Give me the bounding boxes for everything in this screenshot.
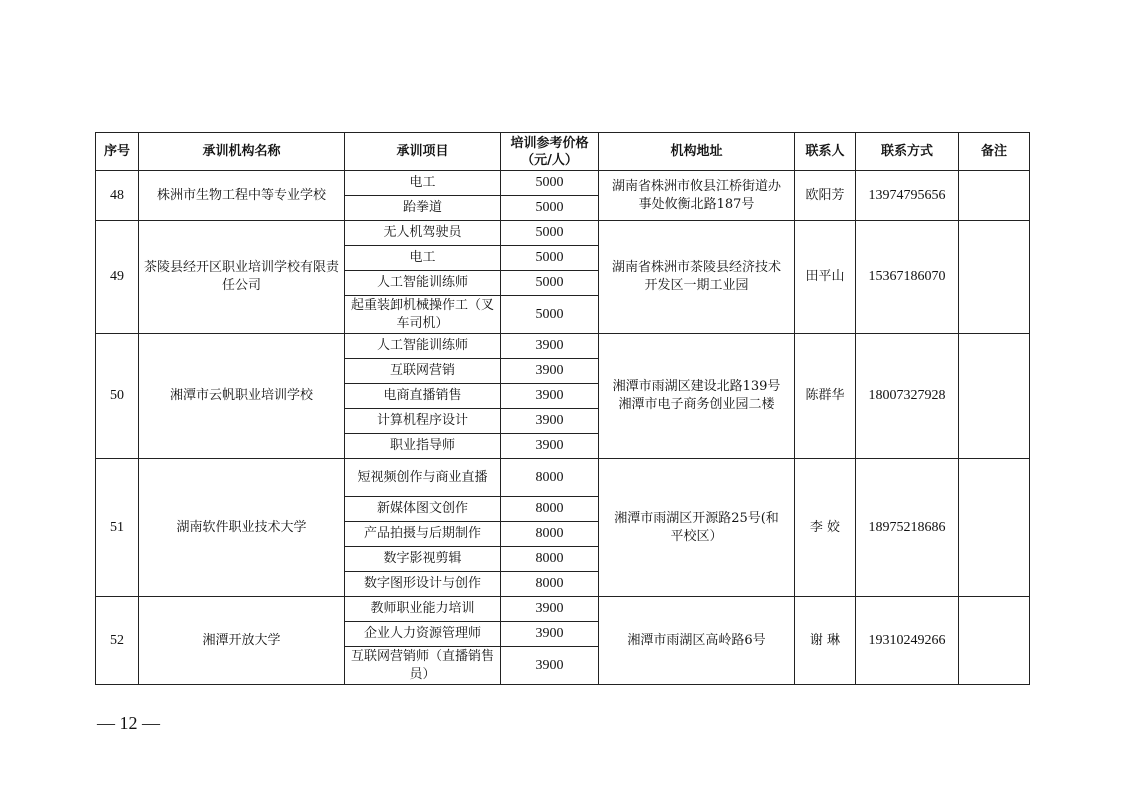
cell-price: 8000	[501, 497, 599, 522]
cell-address: 湘潭市雨湖区高岭路6号	[599, 597, 795, 685]
cell-project: 数字影视剪辑	[345, 547, 501, 572]
cell-project: 起重装卸机械操作工（叉车司机）	[345, 296, 501, 334]
cell-price: 3900	[501, 384, 599, 409]
cell-price: 5000	[501, 271, 599, 296]
cell-project: 互联网营销师（直播销售员）	[345, 647, 501, 685]
cell-note	[959, 221, 1030, 334]
header-note: 备注	[959, 133, 1030, 171]
cell-price: 3900	[501, 359, 599, 384]
cell-project: 互联网营销	[345, 359, 501, 384]
cell-org-name: 湘潭开放大学	[139, 597, 345, 685]
table-row	[96, 221, 1030, 246]
table-row	[96, 334, 1030, 359]
cell-price: 8000	[501, 459, 599, 497]
training-institutions-table	[95, 132, 1030, 685]
cell-project: 计算机程序设计	[345, 409, 501, 434]
cell-price: 8000	[501, 572, 599, 597]
cell-note	[959, 459, 1030, 597]
table-row	[96, 459, 1030, 497]
cell-project: 短视频创作与商业直播	[345, 459, 501, 497]
cell-phone: 19310249266	[856, 597, 959, 685]
cell-contact: 李 姣	[795, 459, 856, 597]
cell-seq: 48	[96, 171, 139, 221]
header-project: 承训项目	[345, 133, 501, 171]
cell-address: 湖南省株洲市茶陵县经济技术开发区一期工业园	[599, 221, 795, 334]
cell-price: 5000	[501, 196, 599, 221]
cell-price: 5000	[501, 246, 599, 271]
cell-price: 3900	[501, 622, 599, 647]
cell-note	[959, 334, 1030, 459]
cell-project: 无人机驾驶员	[345, 221, 501, 246]
cell-project: 人工智能训练师	[345, 271, 501, 296]
cell-project: 跆拳道	[345, 196, 501, 221]
cell-phone: 15367186070	[856, 221, 959, 334]
cell-project: 新媒体图文创作	[345, 497, 501, 522]
cell-price: 5000	[501, 296, 599, 334]
cell-project: 电商直播销售	[345, 384, 501, 409]
cell-seq: 49	[96, 221, 139, 334]
header-price: 培训参考价格（元/人）	[501, 133, 599, 171]
cell-contact: 欧阳芳	[795, 171, 856, 221]
cell-project: 电工	[345, 171, 501, 196]
cell-phone: 18007327928	[856, 334, 959, 459]
cell-price: 3900	[501, 434, 599, 459]
cell-project: 产品拍摄与后期制作	[345, 522, 501, 547]
page-number: — 12 —	[97, 713, 160, 733]
cell-project: 职业指导师	[345, 434, 501, 459]
cell-org-name: 湖南软件职业技术大学	[139, 459, 345, 597]
cell-phone: 18975218686	[856, 459, 959, 597]
cell-price: 5000	[501, 221, 599, 246]
cell-price: 8000	[501, 522, 599, 547]
header-contact: 联系人	[795, 133, 856, 171]
header-row	[96, 133, 1030, 171]
cell-price: 5000	[501, 171, 599, 196]
cell-price: 8000	[501, 547, 599, 572]
cell-project: 教师职业能力培训	[345, 597, 501, 622]
table-body	[96, 171, 1030, 685]
cell-price: 3900	[501, 647, 599, 685]
table-row	[96, 171, 1030, 196]
header-address: 机构地址	[599, 133, 795, 171]
cell-note	[959, 597, 1030, 685]
cell-price: 3900	[501, 597, 599, 622]
cell-seq: 52	[96, 597, 139, 685]
table-row	[96, 597, 1030, 622]
cell-project: 电工	[345, 246, 501, 271]
cell-address: 湖南省株洲市攸县江桥街道办事处攸衡北路187号	[599, 171, 795, 221]
cell-contact: 田平山	[795, 221, 856, 334]
cell-project: 企业人力资源管理师	[345, 622, 501, 647]
cell-seq: 50	[96, 334, 139, 459]
cell-address: 湘潭市雨湖区开源路25号(和平校区）	[599, 459, 795, 597]
cell-contact: 陈群华	[795, 334, 856, 459]
cell-note	[959, 171, 1030, 221]
cell-price: 3900	[501, 409, 599, 434]
cell-org-name: 湘潭市云帆职业培训学校	[139, 334, 345, 459]
header-seq: 序号	[96, 133, 139, 171]
cell-seq: 51	[96, 459, 139, 597]
cell-org-name: 株洲市生物工程中等专业学校	[139, 171, 345, 221]
cell-contact: 谢 琳	[795, 597, 856, 685]
cell-project: 人工智能训练师	[345, 334, 501, 359]
cell-price: 3900	[501, 334, 599, 359]
cell-project: 数字图形设计与创作	[345, 572, 501, 597]
header-org-name: 承训机构名称	[139, 133, 345, 171]
cell-org-name: 茶陵县经开区职业培训学校有限责任公司	[139, 221, 345, 334]
cell-address: 湘潭市雨湖区建设北路139号湘潭市电子商务创业园二楼	[599, 334, 795, 459]
cell-phone: 13974795656	[856, 171, 959, 221]
header-phone: 联系方式	[856, 133, 959, 171]
